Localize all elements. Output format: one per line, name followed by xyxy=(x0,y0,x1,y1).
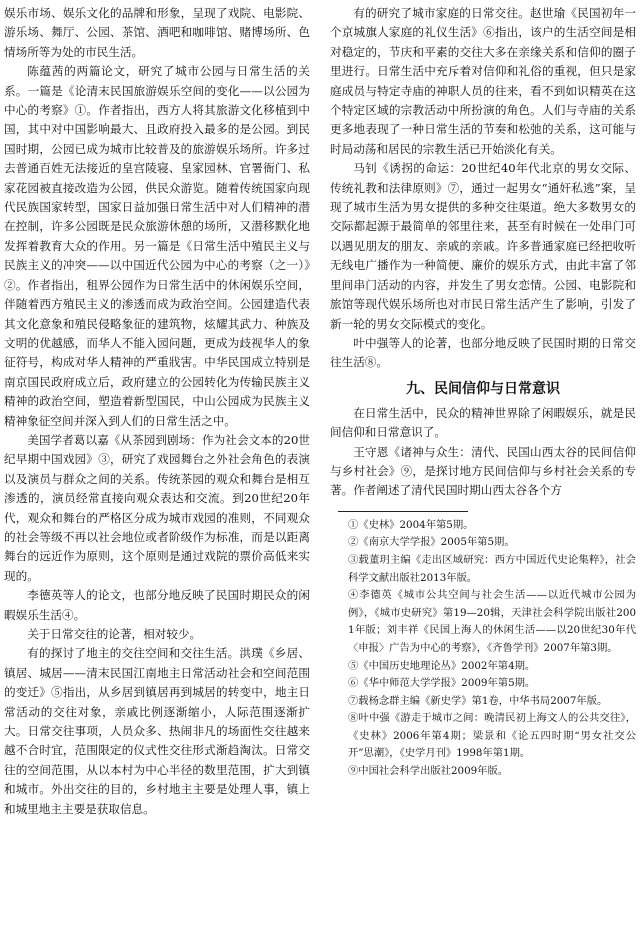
paragraph: 美国学者葛以嘉《从茶园到剧场：作为社会文本的20世纪早期中国戏园》③，研究了戏园舞台之外社会角色的表演以及演员与群众之间的关系。传统茶园的观众和舞台是相互渗透的，演员经常直接向观众表达和交流。到20世纪20年代，观众和舞台的严格区分成为城市戏园的准则，不同观众的社会等级不再以社会地位或者阶级作为标准，而是以距离舞台的远近作为原则，这个原则是通过戏院的票价高低来实现的。 xyxy=(4,432,310,583)
footnote: ③载董玥主编《走出区域研究：西方中国近代史论集粹》，社会科学文献出版社2013年版。 xyxy=(348,553,636,584)
footnote-divider xyxy=(338,511,468,512)
paragraph: 有的探讨了地主的交往空间和交往生活。洪璞《乡居、镇居、城居——清末民国江南地主日常活动社会和空间范围的变迁》⑤指出，从乡居到镇居再到城居的转变中，地主日常活动的交往对象，亲戚比例逐渐缩小，人际范围逐渐扩大。日常交往事项，人员众多、热闹非凡的场面性交往越来越不合时宜，范围限定的仪式性交往形式渐趋淘汰。日常交往的空间范围，从以本村为中心半径的数里范围，扩大到镇和城市。外出交往的目的，乡村地主主要是处理人事，镇上和城里地主主要是获取信息。 xyxy=(4,646,310,816)
footnote: ⑦载杨念群主编《新史学》第1卷，中华书局2007年版。 xyxy=(348,694,608,707)
paragraph: 有的研究了城市家庭的日常交往。赵世瑜《民国初年一个京城旗人家庭的礼仪生活》⑥指出，该户的生活空间是相对稳定的，节庆和平素的交往大多在亲缘关系和信仰的圈子里进行。日常生活中充斥着对信仰和礼俗的重视，但只是家庭成员与特定寺庙的神职人员的往来，看不到如识精英在这个特定区域的宗教活动中所扮演的角色。人们与寺庙的关系更多地表现了一种日常生活的节奏和松弛的关系，这可能与时局动荡和居民的宗教生活已开始淡化有关。 xyxy=(330,6,636,156)
paragraph: 娱乐市场、娱乐文化的品牌和形象，呈现了戏院、电影院、游乐场、舞厅、公园、茶馆、酒吧和咖啡馆、赌博场所、色情场所等为处的市民生活。 xyxy=(4,6,310,59)
footnote: ⑧叶中强《游走于城市之间：晚清民初上海文人的公共交往》，《史林》2006年第4期；梁景和《论五四时期“男女社交公开”思潮》，《史学月刊》1998年第1期。 xyxy=(348,712,636,760)
paragraph: 在日常生活中，民众的精神世界除了闲暇娱乐，就是民间信仰和日常意识了。 xyxy=(330,405,636,440)
paragraph: 关于日常交往的论著，相对较少。 xyxy=(27,627,202,641)
section-heading: 九、民间信仰与日常意识 xyxy=(406,380,560,397)
footnote: ⑤《中国历史地理论丛》2002年第4期。 xyxy=(348,659,536,672)
footnote: ①《史林》2004年第5期。 xyxy=(348,518,474,531)
footnotes xyxy=(330,517,636,781)
footnote: ⑥《华中师范大学学报》2009年第5期。 xyxy=(348,677,536,690)
paragraph: 李德英等人的论文，也部分地反映了民国时期民众的闲暇娱乐生活④。 xyxy=(4,588,310,622)
footnote: ④李德英《城市公共空间与社会生活——以近代城市公园为例》，《城市史研究》第19—20辑，天津社会科学院出版社2001年版；刘丰祥《民国上海人的休闲生活——以20世纪30年代〈申报〉广告为中心的考察》，《齐鲁学刊》2007年第3期。 xyxy=(348,589,636,654)
footnote: ②《南京大学学报》2005年第5期。 xyxy=(348,536,515,549)
paragraph: 王守恩《诸神与众生：清代、民国山西太谷的民间信仰与乡村社会》⑨，是探讨地方民间信仰与乡村社会关系的专著。作者阐述了清代民国时期山西太谷各个方 xyxy=(330,444,636,498)
right-column xyxy=(330,4,636,781)
paragraph: 马钊《诱拐的命运：20世纪40年代北京的男女交际、传统礼教和法律原则》⑦，通过一起男女“通奸私逃”案，呈现了城市生活为男女提供的多种交往渠道。绝大多数男女的交际都起源于最简单的邻里往来，甚至有时候在一处串门可以遇见朋友的朋友、亲戚的亲戚。许多普通家庭已经把收听无线电广播作为一种简便、廉价的娱乐方式，由此丰富了邻里间串门活动的内容，并发生了男女恋情。公园、电影院和旅馆等现代娱乐场所也对市民日常生活产生了影响，引发了新一轮的男女交际模式的变化。 xyxy=(330,161,636,331)
left-column xyxy=(4,4,310,819)
footnote: ⑨中国社会科学出版社2009年版。 xyxy=(348,765,509,778)
paragraph: 叶中强等人的论著，也部分地反映了民国时期的日常交往生活⑧。 xyxy=(330,335,636,370)
paragraph: 陈蕴茜的两篇论文，研究了城市公园与日常生活的关系。一篇是《论清末民国旅游娱乐空间的变化——以公园为中心的考察》①。作者指出，西方人将其旅游文化移植到中国，其中对中国影响最大、且政府投入最多的是公园。到民国时期，公园已成为城市比较普及的旅游娱乐场所。许多过去普通百姓无法接近的皇宫陵寝、皇家园林、官署衙门、私家花园被直接改造为公园，供民众游览。随着传统国家向现代民族国家转型，国家日益加强日常生活中对人们精神的潜在控制，许多公园既是民众旅游休憩的场所，又潜移默化地发挥着教育大众的作用。另一篇是《日常生活中殖民主义与民族主义的冲突——以中国近代公园为中心的考察（之一）》②。作者指出，租界公园作为日常生活中的休闲娱乐空间，伴随着西方殖民主义的渗透而成为政治空间。公园建造代表其文化意象和殖民侵略象征的建筑物，炫耀其武力、种族及文明的优越感，而华人不能入园问题，更成为歧视华人的象征符号，构成对华人精神的严重戕害。中华民国成立特别是南京国民政府成立后，政府建立的公园转化为传输民族主义精神的政治空间，塑造着新型国民，中山公园成为民族主义精神象征空间并深入到人们的日常生活之中。 xyxy=(4,64,310,428)
